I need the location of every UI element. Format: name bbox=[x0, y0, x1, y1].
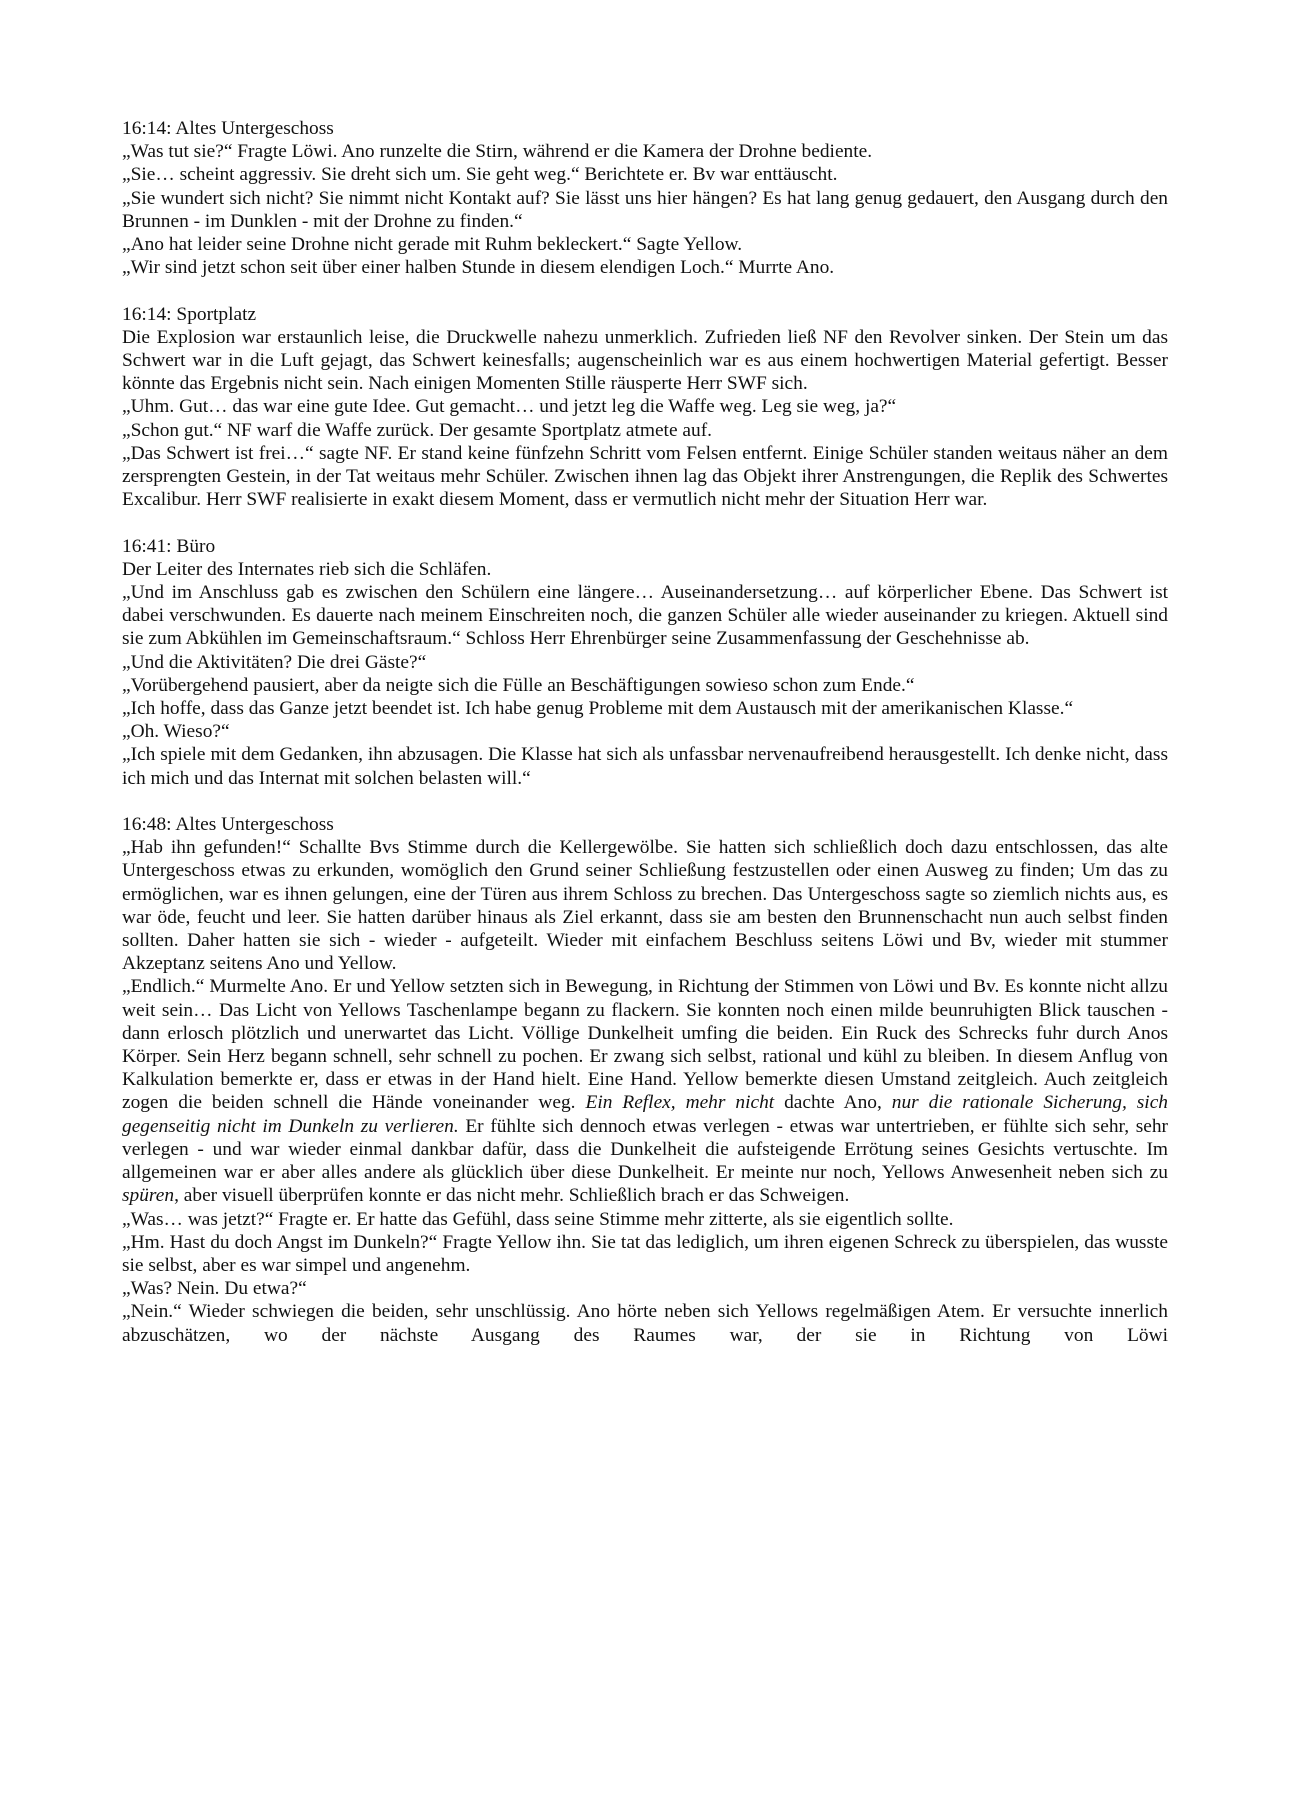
scene-section bbox=[122, 813, 1168, 1347]
paragraph bbox=[122, 1300, 1168, 1346]
text-run: Der Leiter des Internates rieb sich die Schläfen. bbox=[122, 558, 492, 580]
text-run: „Und die Aktivitäten? Die drei Gäste?“ bbox=[122, 651, 427, 673]
text-run: „Hm. Hast du doch Angst im Dunkeln?“ Fragte Yellow ihn. Sie tat das lediglich, um ihren eigenen Schreck zu überspielen, das wusste sie selbst, aber es war simpel und angenehm. bbox=[122, 1231, 1168, 1276]
text-run: „Ich spiele mit dem Gedanken, ihn abzusagen. Die Klasse hat sich als unfassbar nervenaufreibend herausgestellt. Ich denke nicht, dass ich mich und das Internat mit solchen belasten will.“ bbox=[122, 744, 1168, 789]
paragraph bbox=[122, 163, 1168, 186]
scene-section bbox=[122, 535, 1168, 790]
scene-section bbox=[122, 303, 1168, 512]
paragraph bbox=[122, 651, 1168, 674]
document-page bbox=[122, 117, 1168, 1370]
italic-text: Ein Reflex, mehr nicht bbox=[585, 1092, 775, 1114]
text-run: „Das Schwert ist frei…“ sagte NF. Er stand keine fünfzehn Schritt vom Felsen entfernt. Einige Schüler standen weitaus näher an dem zersprengten Gestein, in der Tat weitaus mehr Schüler. Zwischen ihnen lag das Objekt ihrer Anstrengungen, die Replik des Schwertes Excalibur. Herr SWF realisierte in exakt diesem Moment, dass er vermutlich nicht mehr der Situation Herr war. bbox=[122, 442, 1168, 511]
paragraph bbox=[122, 558, 1168, 581]
italic-text: spüren bbox=[122, 1185, 175, 1207]
paragraph bbox=[122, 975, 1168, 1207]
paragraph bbox=[122, 674, 1168, 697]
text-run: Die Explosion war erstaunlich leise, die Druckwelle nahezu unmerklich. Zufrieden ließ NF den Revolver sinken. Der Stein um das Schwert war in die Luft gejagt, das Schwert keinesfalls; augenscheinlich war es aus einem hochwertigen Material gefertigt. Besser könnte das Ergebnis nicht sein. Nach einigen Momenten Stille räusperte Herr SWF sich. bbox=[122, 326, 1168, 395]
paragraph bbox=[122, 395, 1168, 418]
text-run: dachte Ano, bbox=[774, 1092, 892, 1114]
paragraph bbox=[122, 442, 1168, 512]
text-run: „Hab ihn gefunden!“ Schallte Bvs Stimme durch die Kellergewölbe. Sie hatten sich schließlich doch dazu entschlossen, das alte Untergeschoss etwas zu erkunden, womöglich den Grund seiner Schließung festzustellen oder einen Ausweg zu finden; Um das zu ermöglichen, war es ihnen gelungen, eine der Türen aus ihrem Schloss zu brechen. Das Untergeschoss sagte so ziemlich nichts aus, es war öde, feucht und leer. Sie hatten darüber hinaus als Ziel erkannt, dass sie am besten den Brunnenschacht nun auch selbst finden sollten. Daher hatten sie sich - wieder - aufgeteilt. Wieder mit einfachem Beschluss seitens Löwi und Bv, wieder mit stummer Akzeptanz seitens Ano und Yellow. bbox=[122, 837, 1168, 975]
text-run: „Was tut sie?“ Fragte Löwi. Ano runzelte die Stirn, während er die Kamera der Drohne bediente. bbox=[122, 141, 873, 163]
italic-text: nur die rationale Sicherung, sich gegenseitig nicht im Dunkeln zu verlieren. bbox=[122, 1092, 1168, 1137]
text-run: „Sie… scheint aggressiv. Sie dreht sich um. Sie geht weg.“ Berichtete er. Bv war enttäuscht. bbox=[122, 164, 838, 186]
scene-heading: 16:14: Altes Untergeschoss bbox=[122, 118, 334, 139]
scene-heading: 16:41: Büro bbox=[122, 535, 216, 557]
text-run: „Ich hoffe, dass das Ganze jetzt beendet ist. Ich habe genug Probleme mit dem Austausch mit der amerikanischen Klasse.“ bbox=[122, 698, 1074, 720]
scene-heading: 16:14: Sportplatz bbox=[122, 303, 257, 325]
scene-section bbox=[122, 117, 1168, 279]
text-run: Er fühlte sich dennoch etwas verlegen - etwas war untertrieben, er fühlte sich sehr, sehr verlegen - und war wieder einmal dankbar dafür, dass die Dunkelheit die aufsteigende Errötung seines Gesichts vertuschte. Im allgemeinen war er aber alles andere als glücklich über diese Dunkelheit. Er meinte nur noch, Yellows Anwesenheit neben sich zu bbox=[122, 1115, 1168, 1184]
paragraph bbox=[122, 1277, 1168, 1300]
text-run: „Schon gut.“ NF warf die Waffe zurück. Der gesamte Sportplatz atmete auf. bbox=[122, 419, 713, 441]
text-run: „Wir sind jetzt schon seit über einer halben Stunde in diesem elendigen Loch.“ Murrte Ano. bbox=[122, 257, 835, 279]
paragraph bbox=[122, 1231, 1168, 1277]
paragraph bbox=[122, 743, 1168, 789]
paragraph bbox=[122, 326, 1168, 396]
paragraph bbox=[122, 140, 1168, 163]
text-run: „Was… was jetzt?“ Fragte er. Er hatte das Gefühl, dass seine Stimme mehr zitterte, als sie eigentlich sollte. bbox=[122, 1208, 954, 1230]
paragraph bbox=[122, 720, 1168, 743]
paragraph bbox=[122, 697, 1168, 720]
text-run: „Und im Anschluss gab es zwischen den Schülern eine längere… Auseinandersetzung… auf körperlicher Ebene. Das Schwert ist dabei verschwunden. Es dauerte nach meinem Einschreiten noch, die ganzen Schüler alle wieder auseinander zu kriegen. Aktuell sind sie zum Abkühlen im Gemeinschaftsraum.“ Schloss Herr Ehrenbürger seine Zusammenfassung der Geschehnisse ab. bbox=[122, 582, 1168, 650]
paragraph bbox=[122, 836, 1168, 975]
text-run: „Endlich.“ Murmelte Ano. Er und Yellow setzten sich in Bewegung, in Richtung der Stimmen von Löwi und Bv. Es konnte nicht allzu weit sein… Das Licht von Yellows Taschenlampe begann zu flackern. Sie konnten noch einen milde beunruhigten Blick tauschen - dann erlosch plötzlich und unerwartet das Licht. Völlige Dunkelheit umfing die beiden. Ein Ruck des Schrecks fuhr durch Anos Körper. Sein Herz begann schnell, sehr schnell zu pochen. Er zwang sich selbst, rational und kühl zu bleiben. In diesem Anflug von Kalkulation bemerkte er, dass er etwas in der Hand hielt. Eine Hand. Yellow bemerkte diesen Umstand zeitgleich. Auch zeitgleich zogen die beiden schnell die Hände voneinander weg. bbox=[122, 976, 1168, 1114]
text-run: „Was? Nein. Du etwa?“ bbox=[122, 1278, 307, 1300]
paragraph bbox=[122, 233, 1168, 256]
paragraph bbox=[122, 581, 1168, 651]
text-run: „Nein.“ Wieder schwiegen die beiden, sehr unschlüssig. Ano hörte neben sich Yellows regelmäßigen Atem. Er versuchte innerlich abzuschätzen, wo der nächste Ausgang des Raumes war, der sie in Richtung von Löwi bbox=[122, 1301, 1168, 1346]
paragraph bbox=[122, 1208, 1168, 1231]
paragraph bbox=[122, 256, 1168, 279]
text-run: „Oh. Wieso?“ bbox=[122, 721, 230, 743]
scene-heading: 16:48: Altes Untergeschoss bbox=[122, 814, 334, 836]
text-run: , aber visuell überprüfen konnte er das nicht mehr. Schließlich brach er das Schweigen. bbox=[174, 1185, 850, 1207]
paragraph bbox=[122, 187, 1168, 233]
text-run: „Uhm. Gut… das war eine gute Idee. Gut gemacht… und jetzt leg die Waffe weg. Leg sie weg, ja?“ bbox=[122, 396, 897, 418]
text-run: „Vorübergehend pausiert, aber da neigte sich die Fülle an Beschäftigungen sowieso schon zum Ende.“ bbox=[122, 674, 915, 696]
text-run: „Ano hat leider seine Drohne nicht gerade mit Ruhm bekleckert.“ Sagte Yellow. bbox=[122, 234, 743, 256]
paragraph bbox=[122, 419, 1168, 442]
text-run: „Sie wundert sich nicht? Sie nimmt nicht Kontakt auf? Sie lässt uns hier hängen? Es hat lang genug gedauert, den Ausgang durch den Brunnen - im Dunklen - mit der Drohne zu finden.“ bbox=[122, 187, 1168, 232]
